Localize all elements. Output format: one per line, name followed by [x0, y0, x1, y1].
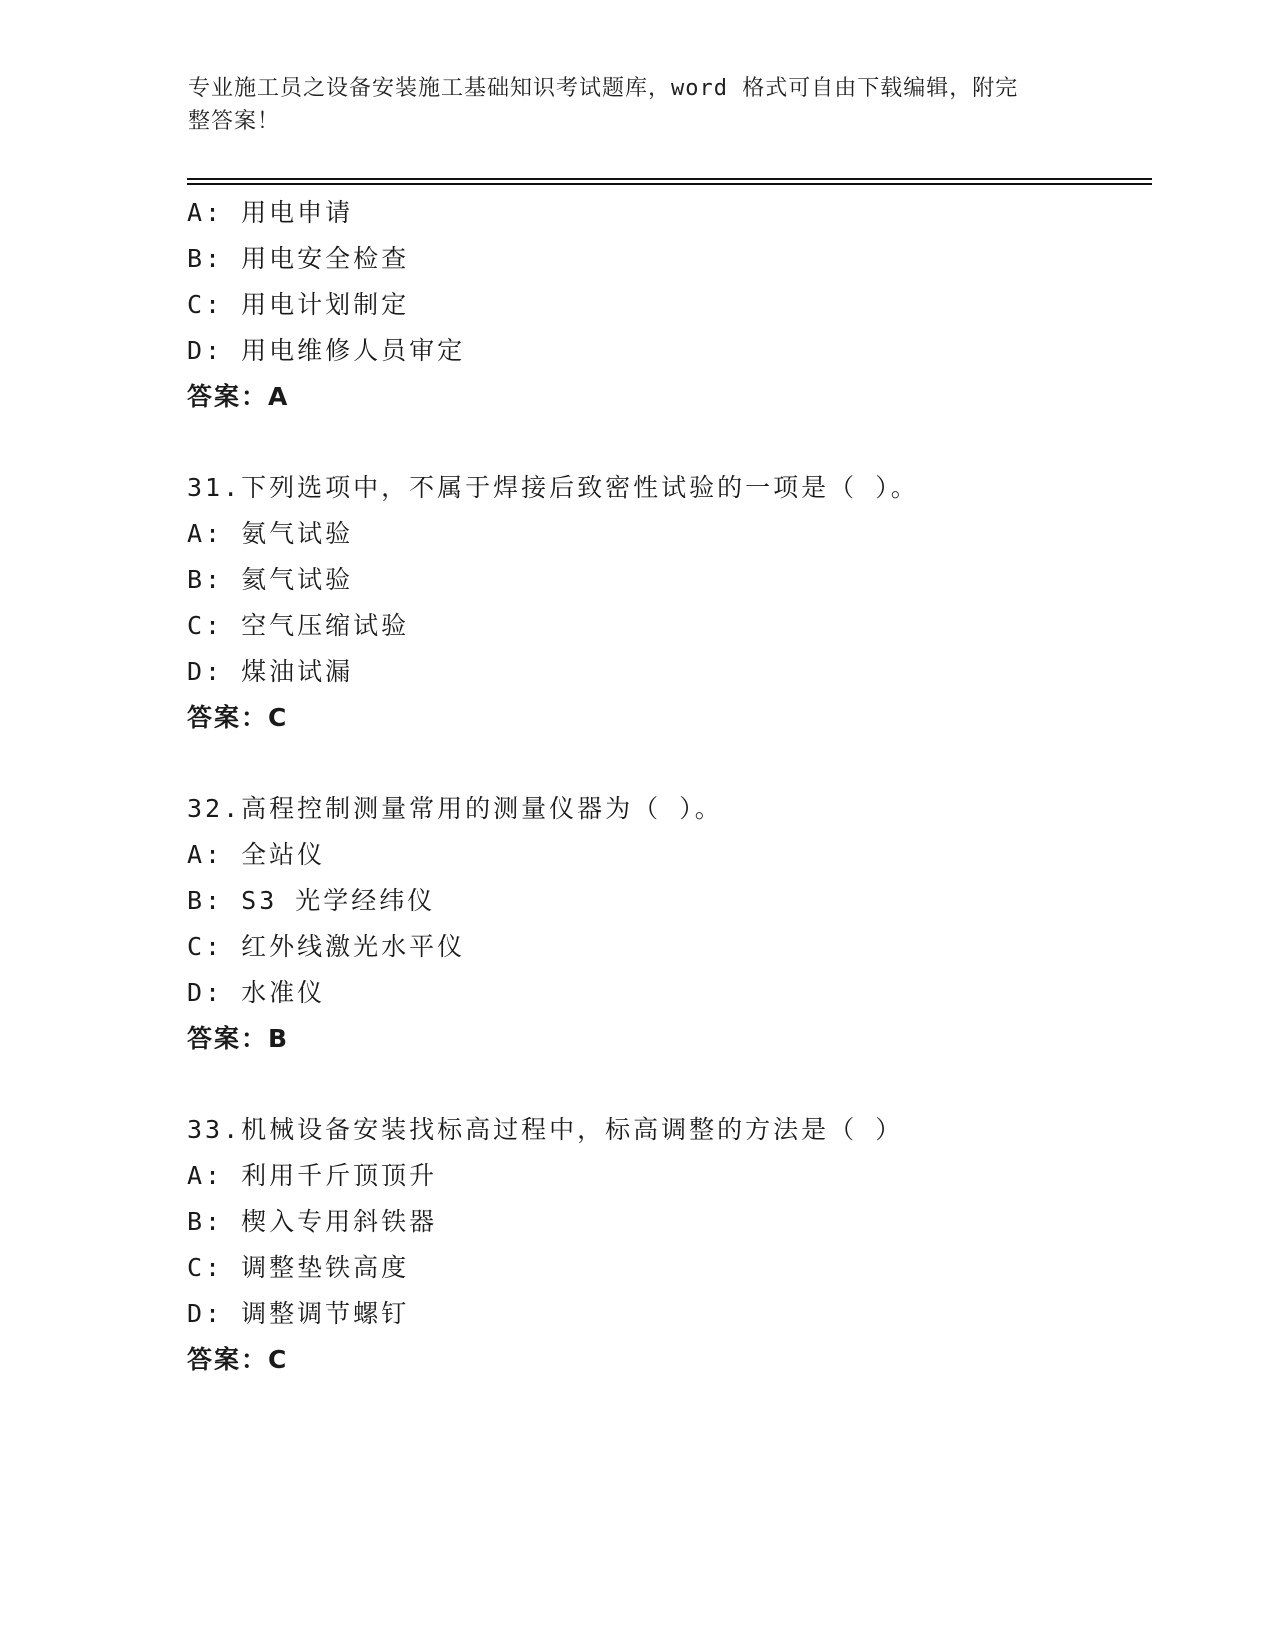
header-line-1: 专业施工员之设备安装施工基础知识考试题库，word 格式可自由下载编辑，附完 — [188, 76, 1019, 101]
question-block-31 — [187, 465, 1147, 741]
header-divider-top — [187, 178, 1152, 180]
question-block-33 — [187, 1107, 1147, 1383]
question-stem: 33.机械设备安装找标高过程中，标高调整的方法是（ ） — [187, 1115, 904, 1144]
option-c: C: 空气压缩试验 — [187, 611, 410, 640]
option-a: A: 用电申请 — [187, 198, 354, 227]
option-b: B: S3 光学经纬仪 — [187, 886, 436, 915]
option-a: A: 全站仪 — [187, 840, 326, 869]
option-b: B: 用电安全检查 — [187, 244, 410, 273]
question-block-30 — [187, 190, 1147, 420]
option-c: C: 用电计划制定 — [187, 290, 410, 319]
header-divider-bottom — [187, 183, 1152, 185]
option-d: D: 水准仪 — [187, 978, 326, 1007]
option-a: A: 利用千斤顶顶升 — [187, 1161, 438, 1190]
header-line-2: 整答案！ — [188, 109, 281, 134]
answer-line: 答案：A — [187, 382, 290, 411]
option-a: A: 氨气试验 — [187, 519, 354, 548]
option-c: C: 调整垫铁高度 — [187, 1253, 410, 1282]
option-d: D: 煤油试漏 — [187, 657, 354, 686]
question-stem: 32.高程控制测量常用的测量仪器为（ ）。 — [187, 794, 723, 823]
option-d: D: 用电维修人员审定 — [187, 336, 466, 365]
answer-line: 答案：C — [187, 1345, 289, 1374]
document-header — [188, 72, 1068, 138]
option-b: B: 氦气试验 — [187, 565, 354, 594]
question-list — [187, 190, 1147, 1383]
question-stem: 31.下列选项中，不属于焊接后致密性试验的一项是（ ）。 — [187, 473, 919, 502]
question-block-32 — [187, 786, 1147, 1062]
option-b: B: 楔入专用斜铁器 — [187, 1207, 438, 1236]
option-d: D: 调整调节螺钉 — [187, 1299, 410, 1328]
option-c: C: 红外线激光水平仪 — [187, 932, 466, 961]
answer-line: 答案：B — [187, 1024, 290, 1053]
answer-line: 答案：C — [187, 703, 289, 732]
